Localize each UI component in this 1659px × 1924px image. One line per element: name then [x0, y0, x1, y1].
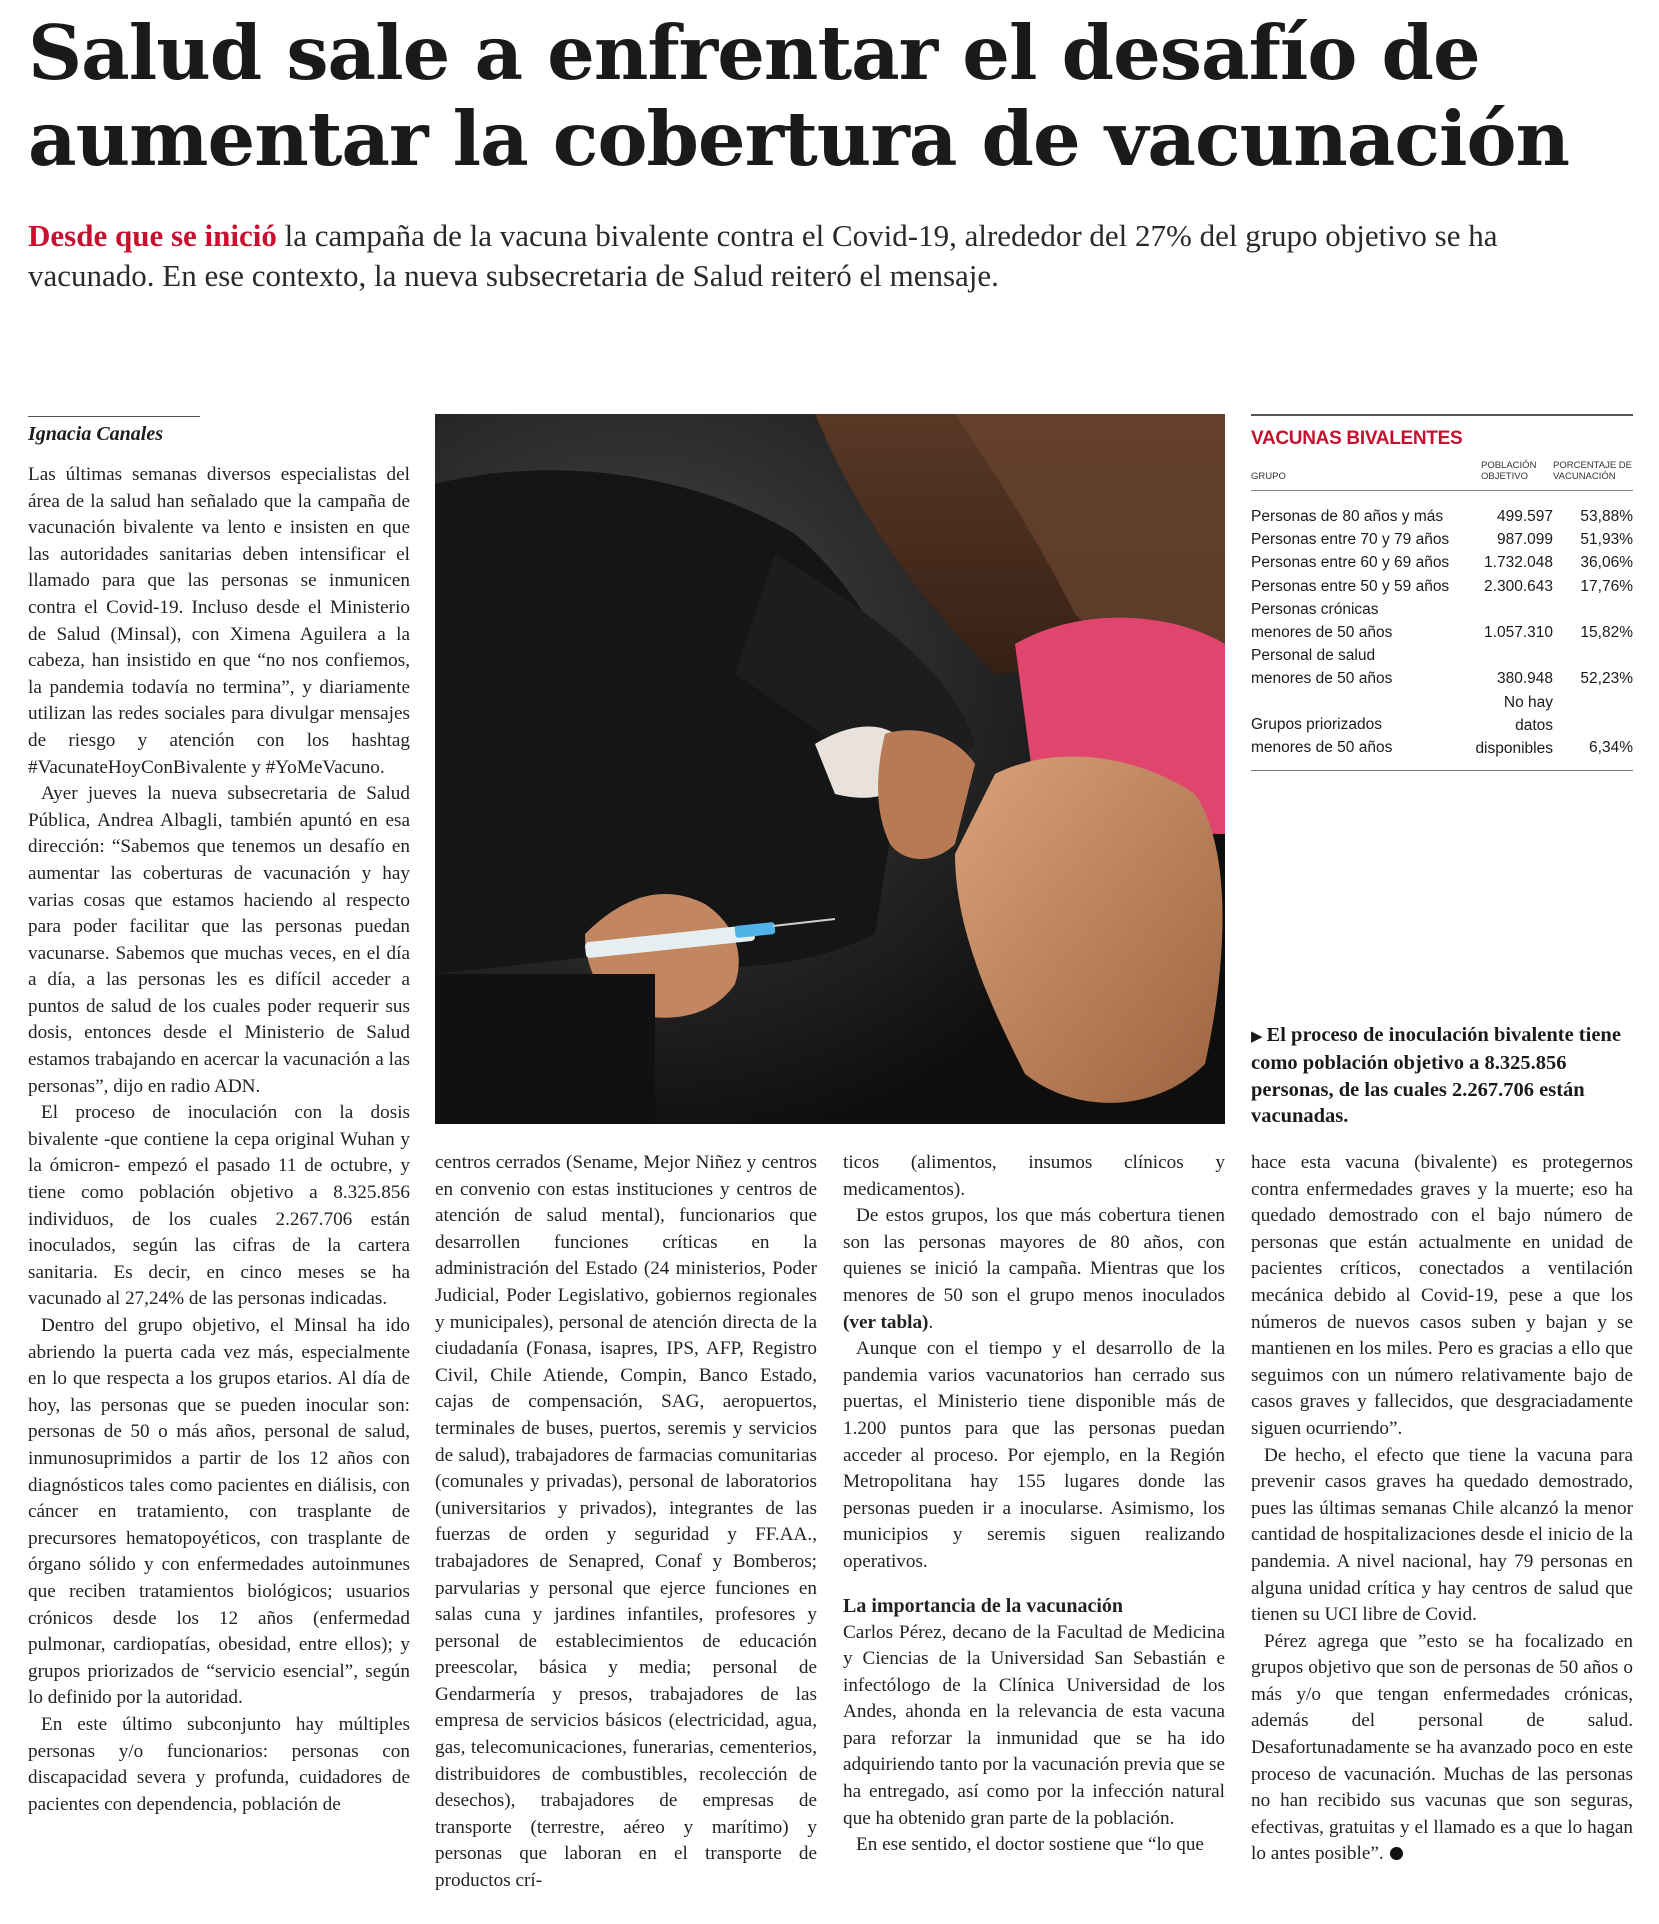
byline: Ignacia Canales [28, 423, 164, 445]
paragraph: hace esta vacuna (bivalente) es protegernos contra enfermedades graves y la muerte; eso ha quedado demostrado con el bajo número de personas que están actualmente en unidad de pacientes críticos, conectados a ventilación mecánica debido al Covid-19, pese a que los números de nuevos casos suben y bajan y se mantienen en los miles. Pero es gracias a ello que seguimos con un número relativamente bajo de casos graves y fallecidos, que desgraciadamente siguen ocurriendo”. [1251, 1152, 1633, 1439]
column-4 [1251, 1150, 1633, 1868]
column-2 [435, 1150, 817, 1895]
cell-porcentaje: 6,34% [1589, 739, 1633, 757]
table-header [1251, 460, 1633, 491]
byline-rule [28, 416, 200, 417]
cell-grupo: Personal de salud menores de 50 años [1251, 647, 1393, 688]
table-row [1251, 691, 1633, 760]
cell-porcentaje: 15,82% [1580, 624, 1633, 642]
cell-poblacion: 380.948 [1496, 670, 1553, 688]
vaccination-table [1251, 414, 1633, 771]
cell-grupo: Personas de 80 años y más [1251, 508, 1444, 525]
paragraph-text: De estos grupos, los que más cobertura tienen son las personas mayores de 80 años, con quienes se inició la campaña. Mientras que los menores de 50 son el grupo menos inoculados [843, 1205, 1225, 1306]
paragraph: centros cerrados (Sename, Mejor Niñez y centros en convenio con estas instituciones y centros de atención de salud mental), funcionarios que desarrollen funciones críticas en la administración del Estado (24 ministerios, Poder Judicial, Poder Legislativo, gobiernos regionales y municipales), personal de atención directa de la ciudadanía (Fonasa, isapres, IPS, AFP, Registro Civil, Chile Atiende, Compin, Banco Estado, cajas de compensación, SAG, aeropuertos, terminales de buses, puertos, seremis y servicios de salud), trabajadores de farmacias comunitarias (comunales y privadas), personal de laboratorios (universitarios y privados), integrantes de las fuerzas de orden y seguridad y FF.AA., trabajadores de Senapred, Conaf y Bomberos; parvularias y personal que ejerce funciones en salas cuna y jardines infantiles, profesores y personal de establecimientos de educación preescolar, básica y media; personal de Gendarmería y presos, trabajadores de las empresa de servicios básicos (electricidad, agua, gas, telecomunicaciones, funerarias, cementerios, distribuidores de combustibles, recolección de desechos), trabajadores de empresas de transporte (terrestre, aéreo y marítimo) y personas que laboran en el transporte de productos crí- [435, 1152, 817, 1892]
column-3 [843, 1150, 1225, 1859]
paragraph: En ese sentido, el doctor sostiene que “lo que [856, 1834, 1204, 1856]
paragraph: Las últimas semanas diversos especialistas del área de la salud han señalado que la campaña de vacunación bivalente va lento e insisten en que las autoridades sanitarias deben intensificar el llamado para que las personas se inmunicen contra el Covid-19. Incluso desde el Ministerio de Salud (Minsal), con Ximena Aguilera a la cabeza, han insistido en que “no nos confiemos, la pandemia todavía no termina”, y diariamente utilizan las redes sociales para divulgar mensajes de riesgo y atención con los hashtag #VacunateHoyConBivalente y #YoMeVacuno. [28, 464, 410, 778]
lead-text: la campaña de la vacuna bivalente contra el Covid-19, alrededor del 27% del grupo objetivo se ha vacunado. En ese contexto, la nueva subsecretaria de Salud reiteró el mensaje. [28, 218, 1498, 293]
cell-porcentaje: 51,93% [1580, 531, 1633, 549]
paragraph: Dentro del grupo objetivo, el Minsal ha ido abriendo la puerta cada vez más, especialmente en lo que respecta a los grupos etarios. Al día de hoy, las personas que se pueden inocular son: personas de 50 o más años, personal de salud, inmunosuprimidos a partir de los 12 años con diagnósticos tales como pacientes en diálisis, con cáncer en tratamiento, con trasplante de precursores hematopoyéticos, con trasplante de órgano sólido y con enfermedades autoinmunes que reciben tratamientos biológicos; usuarios crónicos desde los 12 años (enfermedad pulmonar, cardiopatías, obesidad, entre ellos); y grupos priorizados de “servicio esencial”, según lo definido por la autoridad. [28, 1315, 410, 1709]
vaccination-illustration [435, 414, 1225, 1124]
table-row [1251, 528, 1633, 551]
cell-poblacion: 499.597 [1496, 508, 1553, 525]
paragraph: De estos grupos, los que más cobertura tienen son las personas mayores de 80 años, con quienes se inició la campaña. Mientras que los menores de 50 son el grupo menos inoculados (ver tabla). [843, 1205, 1225, 1333]
table-row [1251, 644, 1633, 690]
cell-grupo: Grupos priorizados menores de 50 años [1251, 716, 1393, 757]
vaccination-photo [435, 414, 1225, 1124]
table-reference: (ver tabla) [843, 1311, 929, 1333]
table-row [1251, 598, 1633, 644]
header-porcentaje: PORCENTAJE DE VACUNACIÓN [1553, 460, 1633, 482]
table-title: VACUNAS BIVALENTES [1251, 428, 1463, 449]
cell-poblacion: No hay datos disponibles [1475, 693, 1553, 757]
paragraph: Carlos Pérez, decano de la Facultad de Medicina y Ciencias de la Universidad San Sebastián e infectólogo de la Clínica Universidad de los Andes, ahonda en la relevancia de esta vacuna para reforzar la inmunidad que se ha ido adquiriendo tanto por la vacunación previa que se ha entregado, así como por la infección natural que ha obtenido gran parte de la población. [843, 1621, 1226, 1829]
cell-poblacion: 1.732.048 [1484, 554, 1553, 572]
table-bottom-rule [1251, 770, 1633, 771]
paragraph-text: Pérez agrega que ”esto se ha focalizado en grupos objetivo que son de personas de 50 años o más y/o que tengan enfermedades crónicas, además del personal de salud. Desafortunadamente se ha avanzado poco en este proceso de vacunación. Muchas de las personas no han recibido sus vacunas que son seguras, efectivas, gratuitas y el llamado es a que lo hagan lo antes posible”. [1251, 1630, 1633, 1865]
cell-grupo: Personas entre 50 y 59 años [1251, 577, 1450, 595]
table-top-rule [1251, 414, 1633, 416]
cell-grupo: Personas crónicas menores de 50 años [1251, 600, 1393, 642]
header-poblacion: POBLACIÓN OBJETIVO [1481, 460, 1537, 482]
table-row [1251, 551, 1633, 574]
photo-caption [1251, 1022, 1633, 1130]
cell-porcentaje: 17,76% [1580, 577, 1633, 595]
cell-poblacion: 987.099 [1496, 531, 1553, 549]
paragraph: El proceso de inoculación con la dosis bivalente -que contiene la cepa original Wuhan y la ómicron- empezó el pasado 11 de octubre, y tiene como población objetivo a 8.325.856 individuos, de los cuales 2.267.706 están inoculados, según las cifras de la cartera sanitaria. Es decir, en cinco meses se ha vacunado al 27,24% de las personas indicadas. [28, 1102, 410, 1310]
end-mark-icon [1390, 1847, 1403, 1860]
paragraph: De hecho, el efecto que tiene la vacuna para prevenir casos graves ha quedado demostrado, pues las últimas semanas Chile alcanzó la menor cantidad de hospitalizaciones desde el inicio de la pandemia. A nivel nacional, hay 79 personas en alguna unidad crítica y hay centros de salud que tienen su UCI libre de Covid. [1251, 1444, 1634, 1626]
cell-porcentaje: 53,88% [1580, 508, 1633, 525]
table-row [1251, 575, 1633, 598]
paragraph: Ayer jueves la nueva subsecretaria de Salud Pública, Andrea Albagli, también apuntó en esa dirección: “Sabemos que tenemos un desafío en aumentar las coberturas de vacunación y hay varias cosas que estamos haciendo al respecto para poder facilitar que las personas puedan vacunarse. Sabemos que muchas veces, en el día a día, a las personas les es difícil acceder a puntos de salud de los cuales poder requerir sus dosis, entonces desde el Ministerio de Salud estamos trabajando en acercar la vacunación a las personas”, dijo en radio ADN. [28, 783, 410, 1097]
subheading: La importancia de la vacunación [843, 1594, 1124, 1617]
cell-porcentaje: 36,06% [1580, 554, 1633, 572]
lead-kicker: Desde que se inició [28, 218, 277, 253]
paragraph: ticos (alimentos, insumos clínicos y medicamentos). [843, 1152, 1225, 1200]
header-grupo: GRUPO [1251, 471, 1286, 482]
headline: Salud sale a enfrentar el desafío de aumentar la cobertura de vacunación [28, 9, 1570, 183]
cell-grupo: Personas entre 70 y 79 años [1251, 531, 1450, 549]
cell-grupo: Personas entre 60 y 69 años [1251, 554, 1450, 572]
cell-poblacion: 1.057.310 [1484, 624, 1553, 642]
table-row [1251, 505, 1633, 528]
paragraph [1251, 1629, 1633, 1868]
cell-porcentaje: 52,23% [1580, 670, 1633, 688]
column-1 [28, 462, 410, 1818]
paragraph: En este último subconjunto hay múltiples personas y/o funcionarios: personas con discapacidad severa y profunda, cuidadores de pacientes con dependencia, población de [28, 1713, 410, 1815]
lead-paragraph [28, 216, 1628, 296]
cell-poblacion: 2.300.643 [1484, 577, 1553, 595]
caption-text: El proceso de inoculación bivalente tiene como población objetivo a 8.325.856 personas, de las cuales 2.267.706 están vacunadas. [1251, 1024, 1621, 1128]
caption-triangle-icon: ▶ [1251, 1027, 1263, 1045]
paragraph: Aunque con el tiempo y el desarrollo de la pandemia varios vacunatorios han cerrado sus puertas, el Ministerio tiene disponible más de 1.200 puntos para que las personas puedan acceder al proceso. Por ejemplo, en la Región Metropolitana hay 155 lugares donde las personas pueden ir a inocularse. Asimismo, los municipios y seremis siguen realizando operativos. [843, 1338, 1225, 1572]
